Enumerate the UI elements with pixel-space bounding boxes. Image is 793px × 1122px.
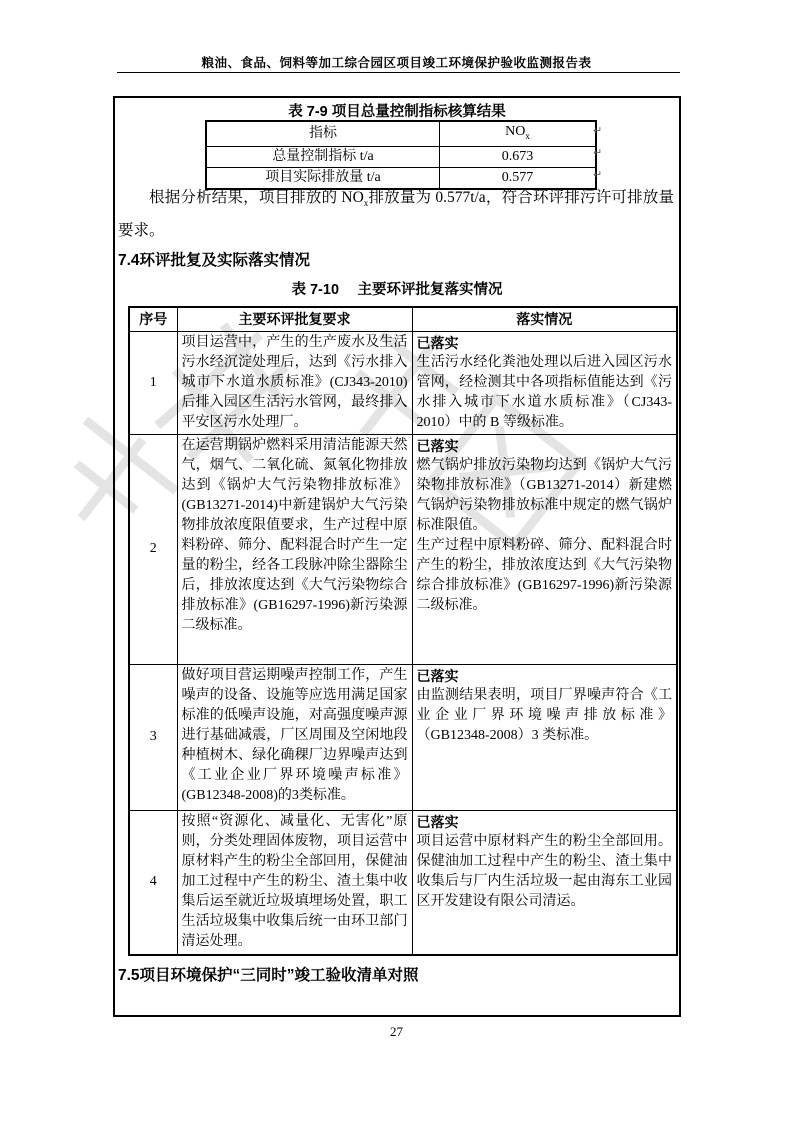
paragraph-mark-icon: ↵ [593,146,603,159]
status-paragraph: 由监测结果表明，项目厂界噪声符合《工业企业厂界环境噪声排放标准》（GB12348-2008）3 类标准。 [416,687,672,743]
status-paragraph: 燃气锅炉排放污染物均达到《锅炉大气污染物排放标准》（GB13271-2014）新建燃气锅炉污染物排放标准中规定的燃气锅炉标准限值。 [416,457,672,533]
nox-subscript: x [525,130,530,141]
content-border-box [113,96,681,1017]
table79-label-cell: 项目实际排放量 t/a [206,167,440,189]
table79-label-cell: 总量控制指标 t/a [206,146,440,167]
section-7-5-heading: 7.5项目环境保护“三同时”竣工验收清单对照 [118,967,419,984]
column-header-status: 落实情况 [412,307,677,331]
seq-cell: 1 [129,331,177,434]
status-paragraph: 生活污水经化粪池处理以后进入园区污水管网，经检测其中各项指标值能达到《污水排入城市下水道水质标准》（CJ343-2010）中的 B 等级标准。 [416,354,672,430]
table79-nox-header-cell [440,121,597,146]
table79-row-total-control [206,146,596,167]
requirement-cell: 在运营期锅炉燃料采用清洁能源天然气，烟气、二氧化硫、氮氧化物排放达到《锅炉大气污染物排放标准》(GB13271-2014)中新建锅炉大气污染物排放浓度限值要求，生产过程中原料粉碎、筛分、配料混合时产生一定量的粉尘，经各工段脉冲除尘器除尘后，排放浓度达到《大气污染物综合排放标准》(GB16297-1996)新污染源二级标准。 [177,434,412,664]
seq-cell: 2 [129,434,177,664]
analysis-paragraph [118,184,674,244]
nox-subscript: x [363,198,369,209]
nox-label: NO [505,124,526,139]
table-row [129,331,677,434]
status-label: 已落实 [416,437,459,454]
status-cell [412,664,677,810]
table79-metric-header-cell: 指标 [206,121,440,146]
status-cell [412,331,677,434]
header-rule [117,72,680,73]
page-number: 27 [390,1024,403,1039]
table79 [205,120,597,190]
table79-header-row [206,121,596,146]
status-label: 已落实 [416,667,459,684]
status-label: 已落实 [416,334,459,351]
requirement-cell: 项目运营中，产生的生产废水及生活污水经沉淀处理后，达到《污水排入城市下水道水质标准》(CJ343-2010)后排入园区生活污水管网，最终排入平安区污水处理厂。 [177,331,412,434]
status-paragraph: 生产过程中原料粉碎、筛分、配料混合时产生的粉尘，排放浓度达到《大气污染物综合排放标准》(GB16297-1996)新污染源二级标准。 [416,537,672,613]
paragraph-mark-icon: ↵ [593,124,603,137]
status-cell [412,810,677,955]
table710 [128,306,678,956]
paragraph-mark-icon: ↵ [593,168,603,181]
column-header-requirement: 主要环评批复要求 [177,307,412,331]
status-cell [412,434,677,664]
status-paragraph: 项目运营中原材料产生的粉尘全部回用。保健油加工过程中产生的粉尘、渣土集中收集后与厂内生活垃圾一起由海东工业园区开发建设有限公司清运。 [416,833,672,909]
section-7-4-heading: 7.4环评批复及实际落实情况 [118,252,311,269]
table79-title: 表 7-9 项目总量控制指标核算结果 [288,104,506,120]
table710-header-row [129,307,677,331]
table-row [129,434,677,664]
page-header-title: 粮油、食品、饲料等加工综合园区项目竣工环境保护验收监测报告表 [201,56,592,70]
table79-value-cell: 0.673 [440,146,597,167]
requirement-cell: 做好项目营运期噪声控制工作，产生噪声的设备、设施等应选用满足国家标准的低噪声设施，对高强度噪声源进行基础减震，厂区周围及空闲地段种植树木、绿化确稞厂边界噪声达到《工业企业厂界环境噪声标准》(GB12348-2008)的3类标准。 [177,664,412,810]
table79-value-cell: 0.577 [440,167,597,189]
seq-cell: 4 [129,810,177,955]
seq-cell: 3 [129,664,177,810]
analysis-text-suffix: 排放量为 0.577t/a，符合环评排污许可排放量要求。 [118,189,674,240]
table710-caption: 表 7-10 主要环评批复落实情况 [291,282,503,298]
analysis-text-prefix: 根据分析结果，项目排放的 NO [149,189,364,206]
table-row [129,810,677,955]
status-label: 已落实 [416,813,459,830]
requirement-cell: 按照“资源化、减量化、无害化”原则，分类处理固体废物，项目运营中原材料产生的粉尘全部回用，保健油加工过程中产生的粉尘、渣土集中收集后运至就近垃圾填埋场处置，职工生活垃圾集中收集后统一由环卫部门清运处理。 [177,810,412,955]
column-header-seq: 序号 [129,307,177,331]
table-row [129,664,677,810]
